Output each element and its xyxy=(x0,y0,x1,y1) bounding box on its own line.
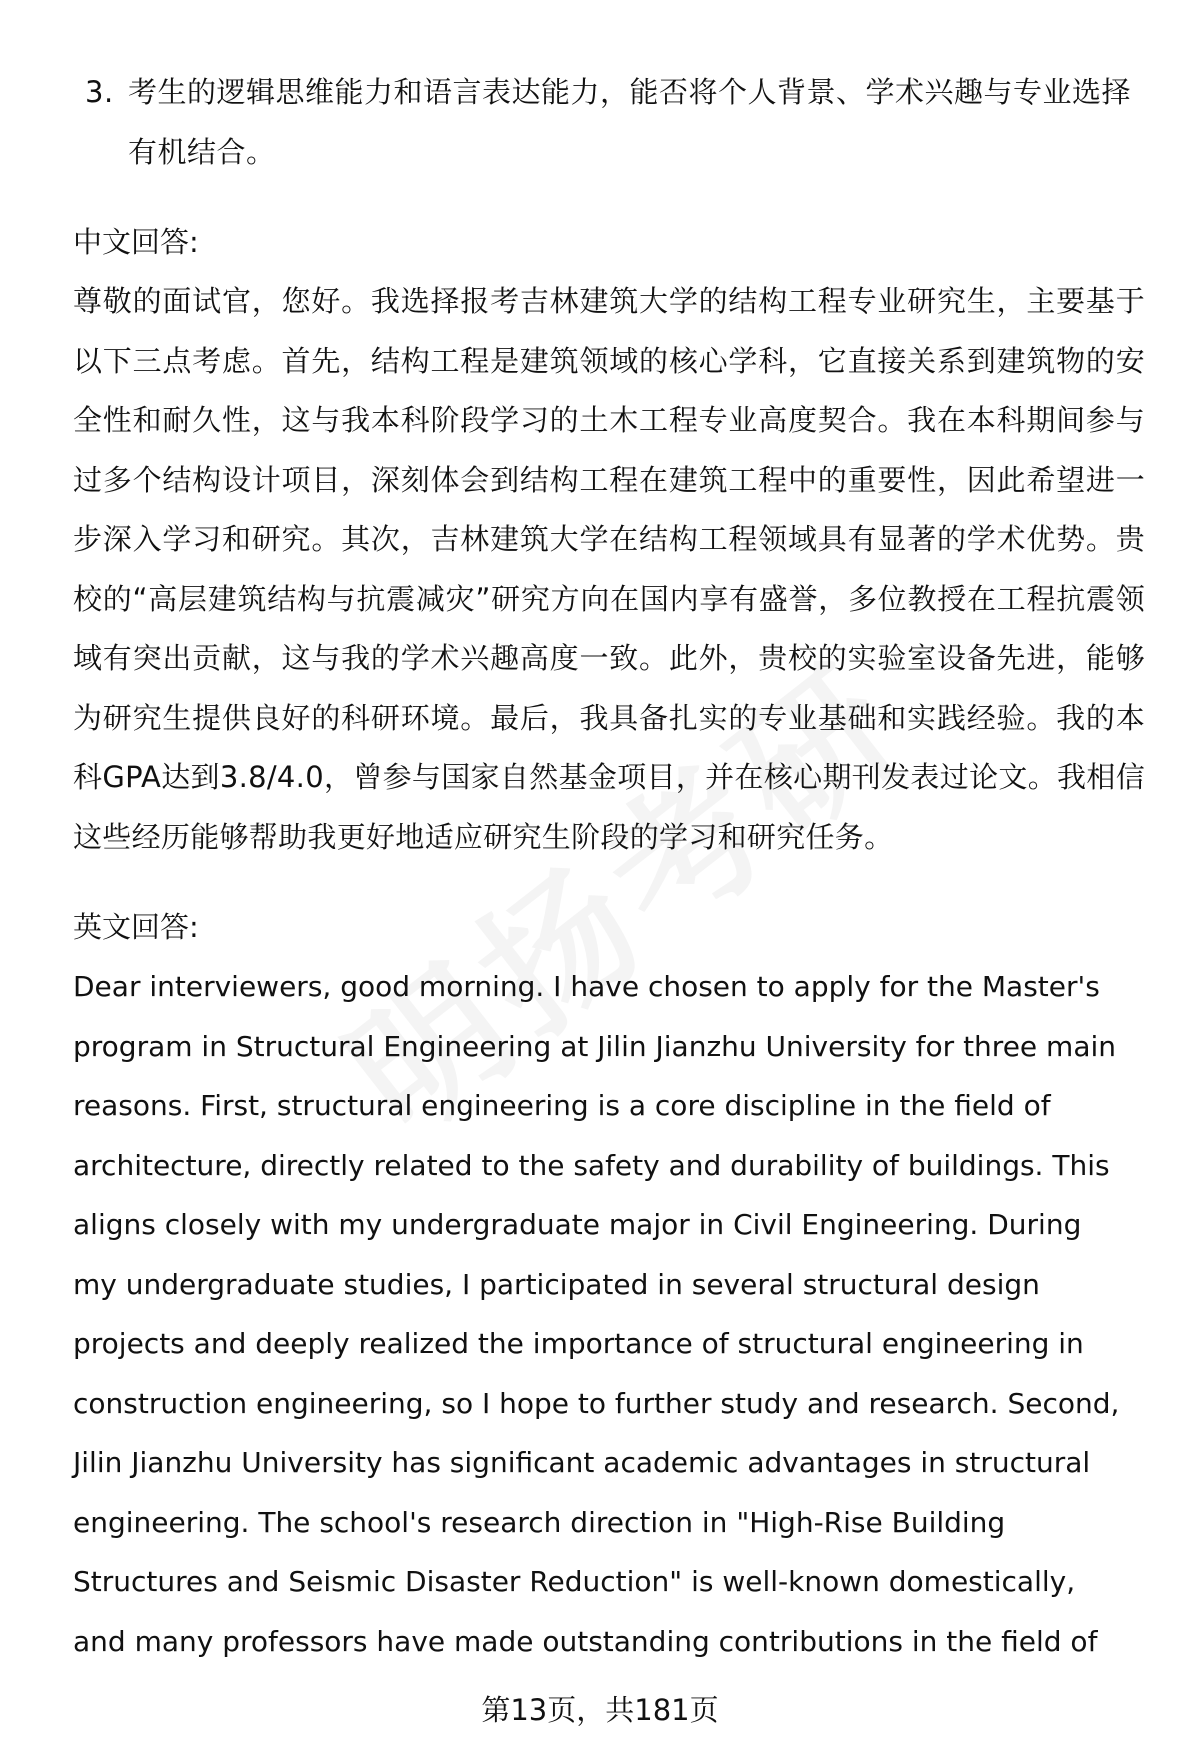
item-number: 3. xyxy=(85,75,114,109)
page-footer: 第13页，共181页 xyxy=(481,1693,719,1727)
english-answer-heading: 英文回答: xyxy=(73,910,199,944)
chinese-answer-heading: 中文回答: xyxy=(73,225,199,259)
item-text: 考生的逻辑思维能力和语言表达能力，能否将个人背景、学术兴趣与专业选择有机结合。 xyxy=(128,75,1132,169)
chinese-answer-body: 尊敬的面试官，您好。我选择报考吉林建筑大学的结构工程专业研究生，主要基于以下三点考虑。首先，结构工程是建筑领域的核心学科，它直接关系到建筑物的安全性和耐久性，这与我本科阶段学习的土木工程专业高度契合。我在本科期间参与过多个结构设计项目，深刻体会到结构工程在建筑工程中的重要性，因此希望进一步深入学习和研究。其次，吉林建筑大学在结构工程领域具有显著的学术优势。贵校的“高层建筑结构与抗震减灾”研究方向在国内享有盛誉，多位教授在工程抗震领域有突出贡献，这与我的学术兴趣高度一致。此外，贵校的实验室设备先进，能够为研究生提供良好的科研环境。最后，我具备扎实的专业基础和实践经验。我的本科GPA达到3.8/4.0，曾参与国家自然基金项目，并在核心期刊发表过论文。我相信这些经历能够帮助我更好地适应研究生阶段的学习和研究任务。 xyxy=(73,284,1145,854)
question-item xyxy=(73,62,1150,182)
english-answer-body: Dear interviewers, good morning. I have chosen to apply for the Master's program in Structural Engineering at Jilin Jianzhu University for three main reasons. First, structural engineering is a core discipline in the field of architecture, directly related to the safety and durability of buildings. This aligns closely with my undergraduate major in Civil Engineering. During my undergraduate studies, I participated in several structural design projects and deeply realized the importance of structural engineering in construction engineering, so I hope to further study and research. Second, Jilin Jianzhu University has significant academic advantages in structural engineering. The school's research direction in "High-Rise Building Structures and Seismic Disaster Reduction" is well-known domestically, and many professors have made outstanding contributions in the field of xyxy=(73,970,1120,1658)
